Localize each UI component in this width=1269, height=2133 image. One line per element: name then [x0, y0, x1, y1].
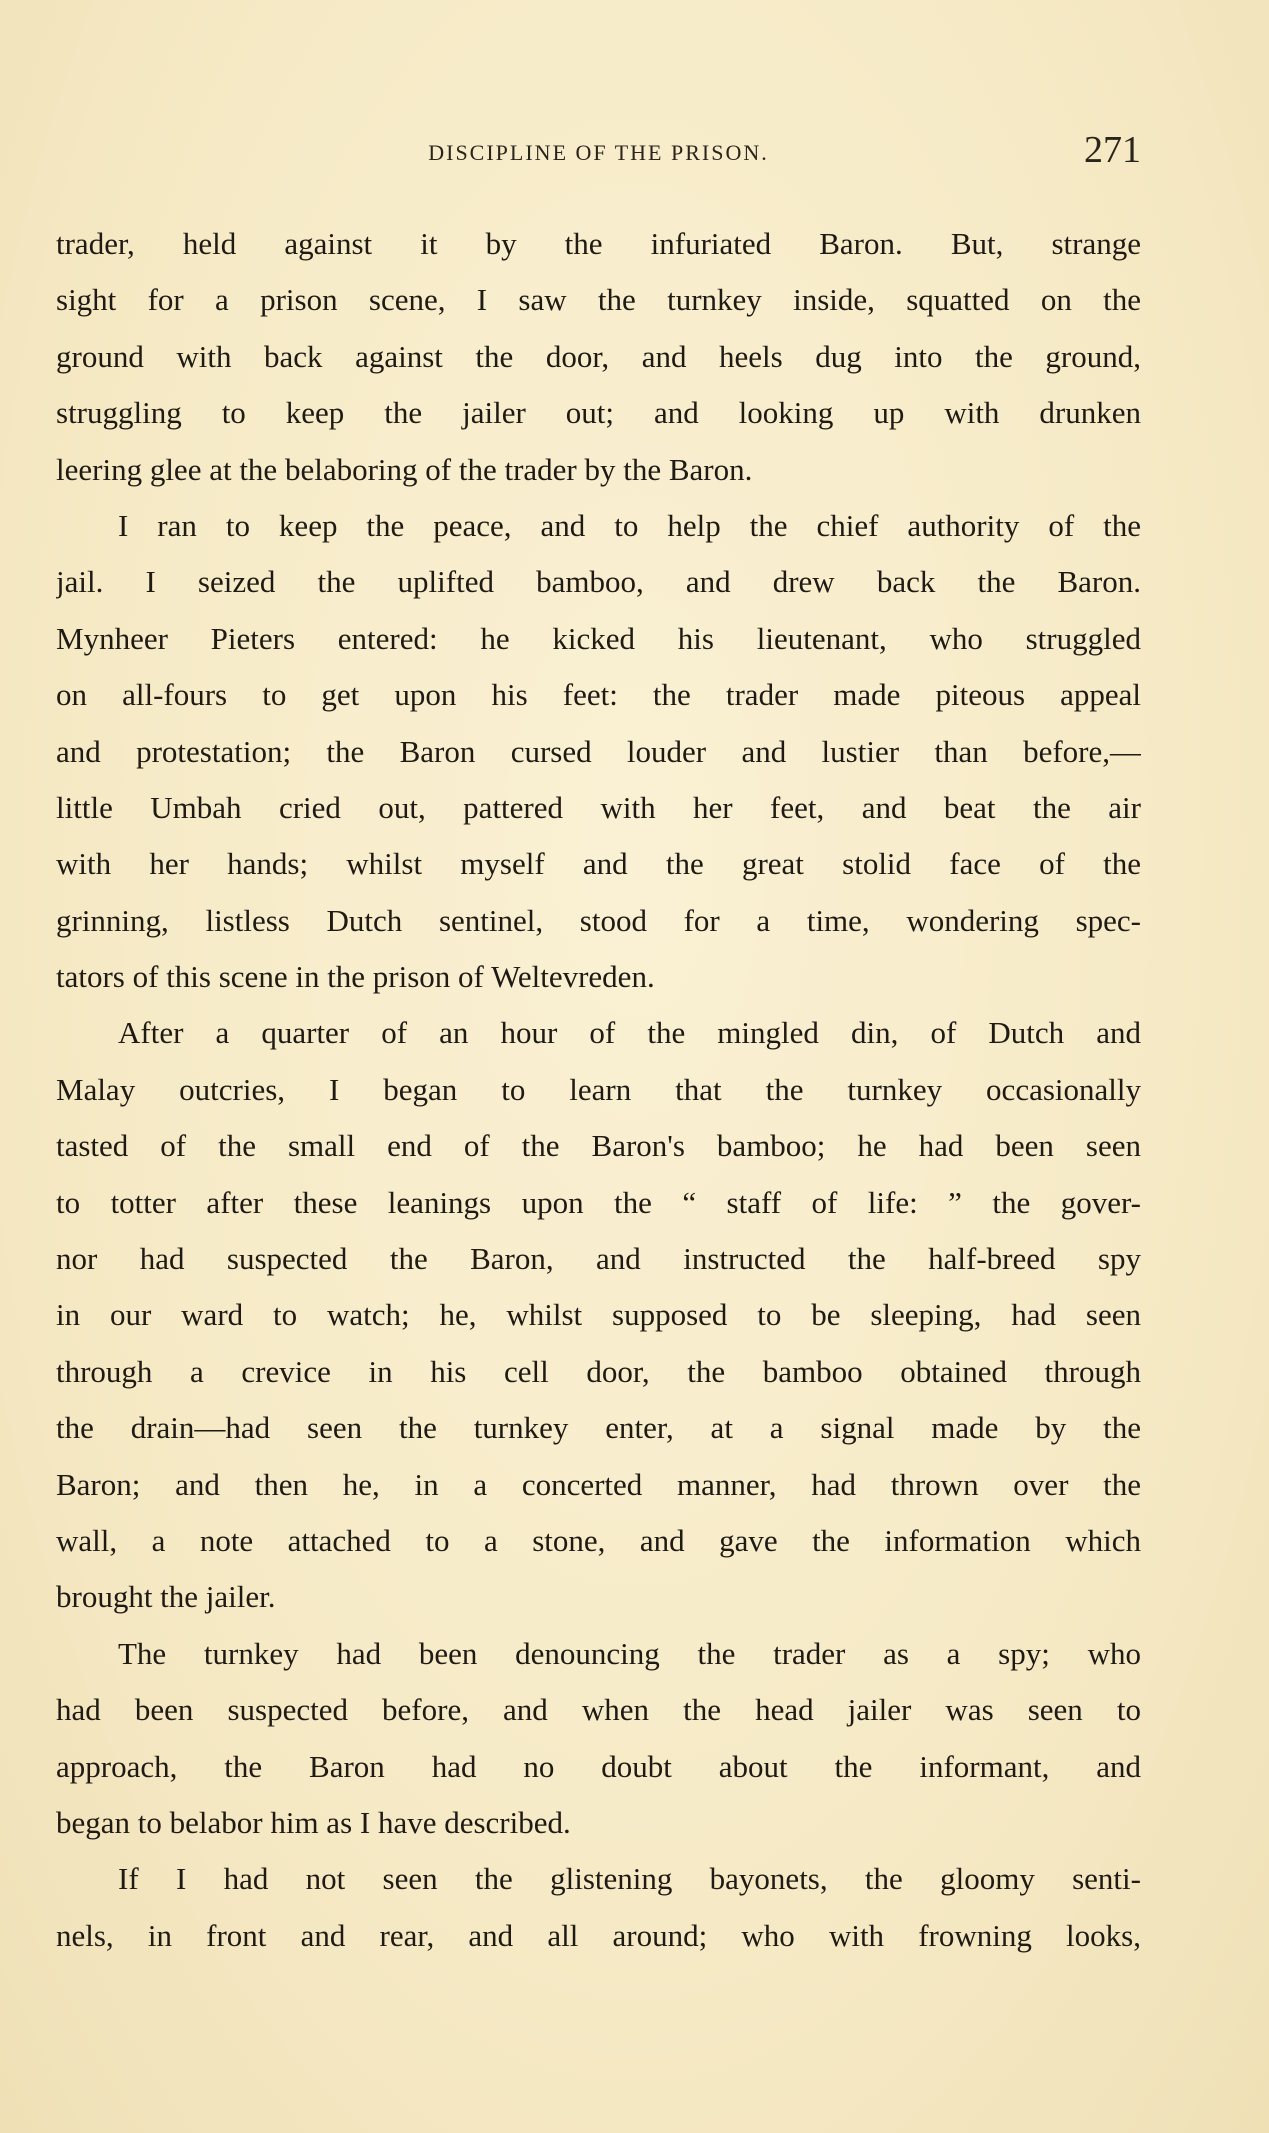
text-line: nor had suspected the Baron, and instructed the half-breed spy	[56, 1241, 1141, 1277]
text-line: jail. I seized the uplifted bamboo, and drew back the Baron.	[56, 564, 1141, 600]
text-line: had been suspected before, and when the head jailer was seen to	[56, 1692, 1141, 1728]
text-line: Mynheer Pieters entered: he kicked his lieutenant, who struggled	[56, 620, 1141, 656]
text-line: sight for a prison scene, I saw the turnkey inside, squatted on the	[56, 282, 1141, 318]
text-line: struggling to keep the jailer out; and looking up with drunken	[56, 395, 1141, 431]
page-number: 271	[1084, 129, 1141, 171]
text-line: through a crevice in his cell door, the bamboo obtained through	[56, 1353, 1141, 1389]
text-line: began to belabor him as I have described.	[56, 1804, 571, 1840]
body-text	[56, 216, 1141, 1964]
text-line: wall, a note attached to a stone, and gave the information which	[56, 1522, 1141, 1558]
text-line: The turnkey had been denouncing the trader as a spy; who	[118, 1635, 1141, 1671]
text-line: nels, in front and rear, and all around; who with frowning looks,	[56, 1917, 1141, 1953]
running-head	[56, 128, 1141, 178]
text-line: little Umbah cried out, pattered with her feet, and beat the air	[56, 789, 1141, 825]
text-line: trader, held against it by the infuriated Baron. But, strange	[56, 226, 1141, 261]
text-line: and protestation; the Baron cursed louder and lustier than before,—	[56, 733, 1141, 769]
text-line: on all-fours to get upon his feet: the trader made piteous appeal	[56, 677, 1141, 713]
text-line: After a quarter of an hour of the mingled din, of Dutch and	[118, 1015, 1141, 1051]
text-line: ground with back against the door, and heels dug into the ground,	[56, 338, 1141, 374]
text-line: If I had not seen the glistening bayonets, the gloomy senti-	[118, 1861, 1141, 1897]
text-line: I ran to keep the peace, and to help the chief authority of the	[118, 507, 1141, 543]
text-line: leering glee at the belaboring of the trader by the Baron.	[56, 451, 753, 487]
text-line: in our ward to watch; he, whilst supposed to be sleeping, had seen	[56, 1297, 1141, 1333]
text-line: approach, the Baron had no doubt about the informant, and	[56, 1748, 1141, 1784]
text-line: tators of this scene in the prison of Weltevreden.	[56, 959, 655, 995]
text-line: Baron; and then he, in a concerted manner, had thrown over the	[56, 1466, 1141, 1502]
text-line: grinning, listless Dutch sentinel, stood for a time, wondering spec-	[56, 902, 1141, 938]
text-line: tasted of the small end of the Baron's bamboo; he had been seen	[56, 1128, 1141, 1164]
text-line: Malay outcries, I began to learn that the turnkey occasionally	[56, 1071, 1141, 1107]
running-title: DISCIPLINE OF THE PRISON.	[428, 140, 769, 165]
text-line: the drain—had seen the turnkey enter, at a signal made by the	[56, 1410, 1141, 1446]
text-line: to totter after these leanings upon the “ staff of life: ” the gover-	[56, 1184, 1141, 1220]
text-line: brought the jailer.	[56, 1579, 276, 1615]
text-line: with her hands; whilst myself and the great stolid face of the	[56, 846, 1141, 882]
